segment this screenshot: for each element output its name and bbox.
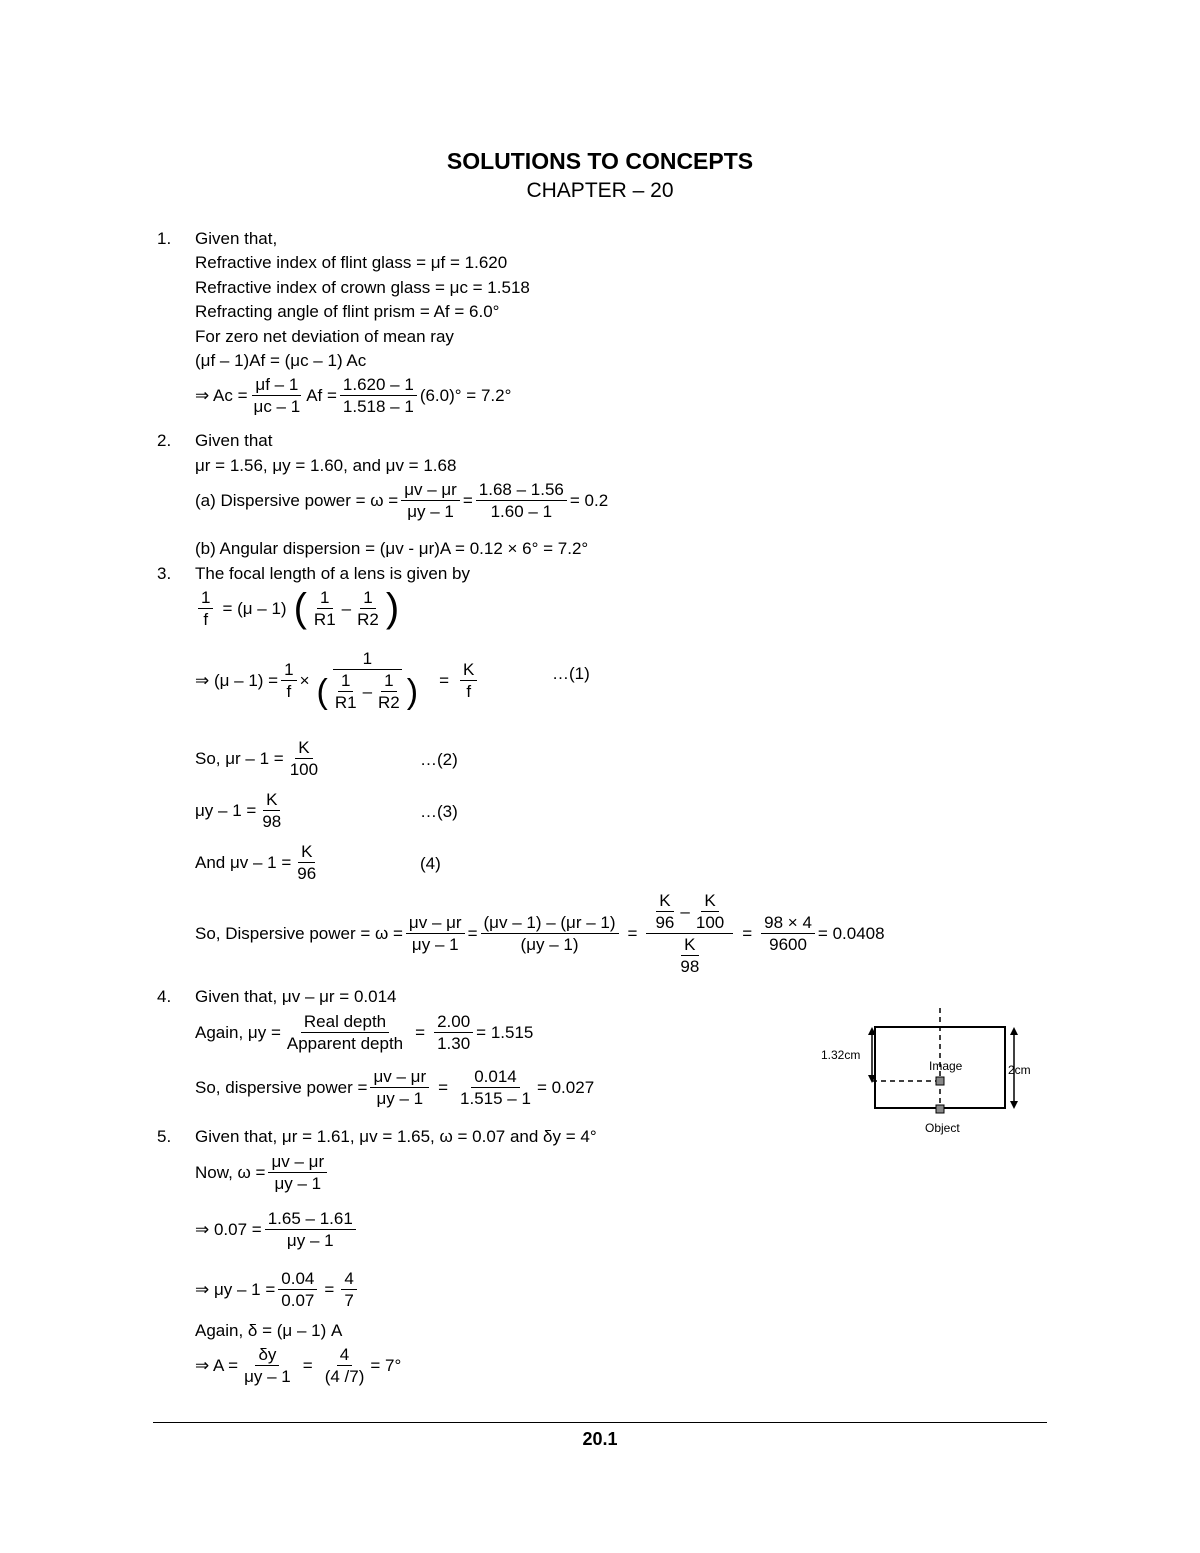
fraction	[278, 1270, 317, 1309]
fraction	[677, 936, 702, 975]
label-object: Object	[925, 1121, 960, 1135]
numerator: 4	[337, 1346, 352, 1366]
denominator: 0.07	[281, 1291, 315, 1310]
fraction	[457, 1068, 534, 1107]
eq-text: = 7°	[370, 1356, 402, 1375]
eq-text: ⇒ μy – 1 =	[195, 1280, 276, 1299]
denominator: μy – 1	[286, 1231, 334, 1250]
eq-text: =	[324, 1280, 335, 1299]
fraction	[340, 376, 417, 415]
fraction	[294, 843, 319, 882]
numerator: K	[656, 892, 673, 912]
denominator: f	[286, 682, 292, 701]
eq-text: =	[438, 1078, 449, 1097]
numerator: μv – μr	[268, 1153, 327, 1173]
numerator: 1	[198, 589, 213, 609]
q1-line: For zero net deviation of mean ray	[195, 327, 454, 346]
fraction	[434, 1013, 473, 1052]
numerator: μf – 1	[252, 376, 301, 396]
minus-sign: –	[362, 682, 373, 701]
denominator: μy – 1	[376, 1089, 424, 1108]
fraction	[268, 1153, 327, 1192]
fraction	[401, 481, 460, 520]
numerator: μv – μr	[370, 1068, 429, 1088]
eq-text: ⇒ (μ – 1) =	[195, 671, 279, 690]
q1-line: Refracting angle of flint prism = Af = 6.0°	[195, 302, 500, 321]
denominator: R1	[313, 609, 336, 629]
numerator: 0.014	[471, 1068, 520, 1088]
q4-line: Given that, μv – μr = 0.014	[195, 987, 397, 1006]
eq-text: So, μr – 1 =	[195, 749, 284, 768]
eq-text: (6.0)° = 7.2°	[419, 386, 512, 405]
fraction	[311, 589, 339, 628]
q2-equation-a	[195, 481, 608, 520]
denominator: f	[203, 609, 209, 629]
numerator: δy	[255, 1346, 279, 1366]
numerator: K	[298, 843, 315, 863]
eq-text: So, dispersive power =	[195, 1078, 368, 1097]
numerator: K	[701, 892, 718, 912]
fraction	[322, 1346, 368, 1385]
q5-number: 5.	[157, 1127, 172, 1146]
fraction	[284, 1013, 406, 1052]
q1-line: Given that,	[195, 229, 278, 248]
fraction	[259, 791, 284, 830]
chapter-heading: CHAPTER – 20	[526, 179, 674, 202]
numerator: 1.68 – 1.56	[476, 481, 567, 501]
eq-text: So, Dispersive power = ω =	[195, 924, 403, 943]
denominator: 1.515 – 1	[460, 1089, 531, 1108]
eq-text: = 0.027	[536, 1078, 595, 1097]
fraction	[341, 1270, 356, 1309]
q5-equation-3	[195, 1270, 360, 1309]
eq-text: = (μ – 1)	[222, 598, 287, 618]
label-132cm: 1.32cm	[821, 1048, 861, 1062]
eq-text: Af =	[306, 386, 337, 405]
numerator: 1	[281, 661, 296, 681]
equation-ref: (4)	[420, 854, 441, 873]
eq-text: = 1.515	[476, 1023, 534, 1042]
label-image: Image	[929, 1059, 963, 1073]
glass-slab-diagram	[810, 1005, 1050, 1140]
label-2cm: 2cm	[1008, 1063, 1031, 1077]
eq-text: ⇒ Ac =	[195, 386, 248, 405]
footer-rule	[153, 1422, 1047, 1423]
numerator: 1.620 – 1	[340, 376, 417, 396]
numerator: K	[460, 661, 477, 681]
q4-number: 4.	[157, 987, 172, 1006]
fraction	[251, 376, 304, 415]
q2-line: Given that	[195, 431, 273, 450]
q3-equation-1	[195, 650, 480, 711]
denominator: μy – 1	[407, 502, 454, 521]
q2-line: μr = 1.56, μy = 1.60, and μv = 1.68	[195, 456, 457, 475]
denominator: R2	[357, 609, 379, 629]
fraction	[370, 1068, 429, 1107]
eq-text: Now, ω =	[195, 1163, 266, 1182]
eq-text: = 0.2	[569, 491, 609, 510]
fraction	[198, 589, 213, 628]
numerator: 4	[341, 1270, 356, 1290]
denominator: R1	[334, 693, 357, 712]
eq-text: =	[462, 491, 473, 510]
q3-equation-2	[195, 739, 324, 778]
q3-number: 3.	[157, 564, 172, 583]
numerator: μv – μr	[406, 914, 465, 934]
q5-equation-4	[195, 1346, 401, 1385]
numerator: 1	[360, 589, 375, 609]
q2-line-b: (b) Angular dispersion = (μv - μr)A = 0.12 × 6° = 7.2°	[195, 539, 589, 558]
denominator: (μy – 1)	[520, 935, 579, 954]
numerator: (μv – 1) – (μr – 1)	[481, 914, 619, 934]
denominator: μc – 1	[253, 397, 301, 416]
q5-equation-2	[195, 1210, 359, 1249]
fraction	[354, 589, 382, 628]
denominator: f	[466, 682, 472, 701]
fraction	[332, 672, 360, 711]
denominator: μy – 1	[411, 935, 459, 954]
minus-sign: –	[680, 902, 690, 921]
denominator: 96	[655, 913, 675, 932]
q5-line: Given that, μr = 1.61, μv = 1.65, ω = 0.07 and δy = 4°	[195, 1127, 597, 1146]
q4-equation-b	[195, 1068, 594, 1107]
denominator: μy – 1	[244, 1367, 291, 1386]
q1-line: Refractive index of flint glass = μf = 1.620	[195, 253, 508, 272]
denominator: 98	[680, 957, 700, 976]
denominator: 98	[262, 812, 282, 831]
eq-text: =	[742, 924, 753, 943]
denominator: Apparent depth	[286, 1034, 404, 1053]
fraction	[476, 481, 567, 520]
right-paren: )	[385, 586, 400, 630]
numerator: Real depth	[301, 1013, 389, 1033]
eq-text: =	[467, 924, 478, 943]
eq-text: ⇒ 0.07 =	[195, 1220, 262, 1239]
fraction	[313, 650, 423, 711]
denominator	[671, 934, 708, 975]
q1-line: (μf – 1)Af = (μc – 1) Ac	[195, 351, 367, 370]
q5-equation-1	[195, 1153, 330, 1192]
fraction	[460, 661, 477, 700]
fraction	[481, 914, 619, 953]
q2-number: 2.	[157, 431, 172, 450]
q1-equation	[195, 376, 511, 415]
denominator: 96	[297, 864, 317, 883]
fraction	[241, 1346, 294, 1385]
q4-equation-a	[195, 1013, 533, 1052]
q3-lens-equation	[195, 588, 400, 628]
q3-equation-3	[195, 791, 287, 830]
right-paren: )	[406, 672, 419, 711]
arrow-head	[1010, 1027, 1018, 1035]
denominator: 100	[289, 760, 319, 779]
eq-text: (a) Dispersive power = ω =	[195, 491, 399, 510]
fraction	[375, 672, 403, 711]
arrow-head	[1010, 1101, 1018, 1109]
numerator: K	[263, 791, 280, 811]
denominator: 1.518 – 1	[342, 397, 414, 416]
numerator: 1	[333, 650, 402, 670]
denominator: μy – 1	[274, 1174, 322, 1193]
fraction	[287, 739, 321, 778]
numerator: K	[681, 936, 698, 956]
fraction	[693, 892, 727, 931]
left-paren: (	[293, 586, 307, 630]
denominator: (4 /7)	[324, 1367, 365, 1386]
object-point	[936, 1105, 944, 1113]
fraction	[281, 661, 296, 700]
q3-equation-4	[195, 843, 322, 882]
numerator: 1.65 – 1.61	[265, 1210, 356, 1230]
eq-text: = 0.0408	[817, 924, 885, 943]
eq-text: =	[627, 924, 638, 943]
denominator: 1.60 – 1	[490, 502, 553, 521]
denominator: 9600	[769, 935, 807, 954]
numerator: 1	[317, 589, 332, 609]
eq-text: =	[415, 1023, 426, 1042]
q3-dispersive-power	[195, 892, 885, 975]
denominator: 7	[344, 1291, 354, 1310]
numerator: 1	[338, 672, 353, 692]
fraction	[406, 914, 465, 953]
eq-text: =	[439, 671, 450, 690]
fraction	[265, 1210, 356, 1249]
q1-line: Refractive index of crown glass = μc = 1.518	[195, 278, 530, 297]
page-title: SOLUTIONS TO CONCEPTS	[446, 148, 754, 174]
minus-sign: –	[341, 598, 352, 618]
fraction	[761, 914, 815, 953]
numerator: K	[295, 739, 312, 759]
q3-line: The focal length of a lens is given by	[195, 564, 470, 583]
fraction	[652, 892, 677, 931]
equation-ref: …(2)	[420, 750, 458, 769]
equation-ref: …(1)	[552, 664, 590, 683]
image-point	[936, 1077, 944, 1085]
q5-line: Again, δ = (μ – 1) A	[195, 1321, 343, 1340]
q1-number: 1.	[157, 229, 172, 248]
numerator: 98 × 4	[761, 914, 815, 934]
eq-text: μy – 1 =	[195, 801, 257, 820]
denominator: R2	[378, 693, 400, 712]
eq-text: Again, μy =	[195, 1023, 281, 1042]
numerator: μv – μr	[401, 481, 460, 501]
numerator: 2.00	[434, 1013, 473, 1033]
denominator	[313, 670, 423, 711]
numerator: 0.04	[278, 1270, 317, 1290]
numerator	[646, 892, 733, 934]
eq-text: And μv – 1 =	[195, 853, 292, 872]
numerator: 1	[381, 672, 396, 692]
denominator: 1.30	[437, 1034, 471, 1053]
compound-fraction	[646, 892, 733, 975]
left-paren: (	[316, 672, 328, 711]
eq-text: ⇒ A =	[195, 1356, 239, 1375]
times-sign: ×	[299, 671, 310, 690]
denominator: 100	[695, 913, 725, 932]
page-number: 20.1	[582, 1429, 618, 1449]
eq-text: =	[302, 1356, 313, 1375]
equation-ref: …(3)	[420, 802, 458, 821]
